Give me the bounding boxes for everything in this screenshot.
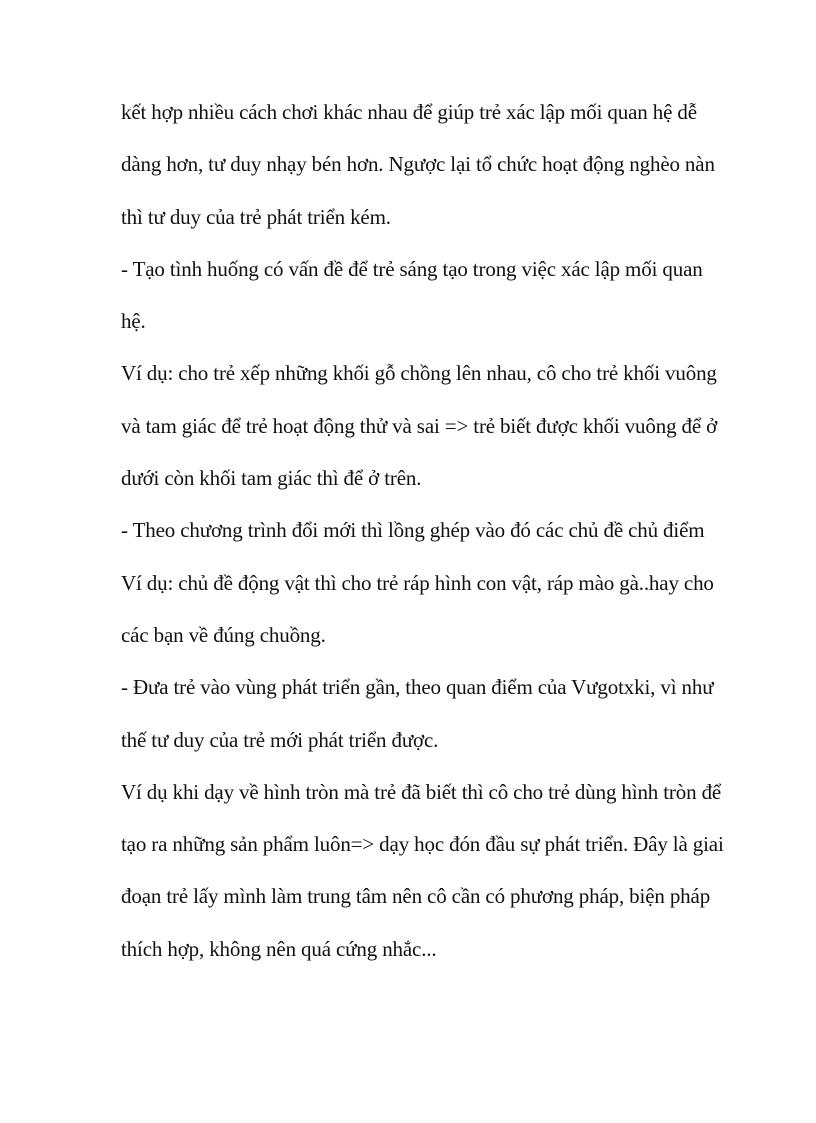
text-line: tạo ra những sản phẩm luôn=> dạy học đón đầu sự phát triển. Đây là giai: [121, 832, 724, 857]
text-line: đoạn trẻ lấy mình làm trung tâm nên cô cần có phương pháp, biện pháp: [121, 884, 711, 909]
text-line: - Tạo tình huống có vấn đề để trẻ sáng tạo trong việc xác lập mối quan: [121, 256, 703, 281]
text-line: kết hợp nhiều cách chơi khác nhau để giúp trẻ xác lập mối quan hệ dễ: [121, 100, 697, 124]
text-line: - Theo chương trình đổi mới thì lồng ghép vào đó các chủ đề chủ điểm: [121, 518, 705, 543]
text-line: các bạn về đúng chuồng.: [121, 622, 326, 647]
text-line: Ví dụ: cho trẻ xếp những khối gỗ chồng lên nhau, cô cho trẻ khối vuông: [121, 361, 717, 386]
text-line: Ví dụ: chủ đề động vật thì cho trẻ ráp hình con vật, ráp mào gà..hay cho: [121, 570, 714, 595]
text-line: - Đưa trẻ vào vùng phát triển gần, theo quan điểm của Vưgotxki, vì như: [121, 675, 714, 700]
text-line: hệ.: [121, 309, 146, 334]
text-line: Ví dụ khi dạy về hình tròn mà trẻ đã biết thì cô cho trẻ dùng hình tròn để: [121, 779, 722, 804]
text-line: thích hợp, không nên quá cứng nhắc...: [121, 936, 437, 961]
text-line: dàng hơn, tư duy nhạy bén hơn. Ngược lại tổ chức hoạt động nghèo nàn: [121, 152, 715, 177]
text-line: thì tư duy của trẻ phát triển kém.: [121, 204, 391, 229]
text-line: dưới còn khối tam giác thì để ở trên.: [121, 466, 422, 491]
text-line: và tam giác để trẻ hoạt động thử và sai => trẻ biết được khối vuông để ở: [121, 413, 718, 438]
text-line: thế tư duy của trẻ mới phát triển được.: [121, 727, 439, 752]
document-body: [121, 96, 724, 985]
